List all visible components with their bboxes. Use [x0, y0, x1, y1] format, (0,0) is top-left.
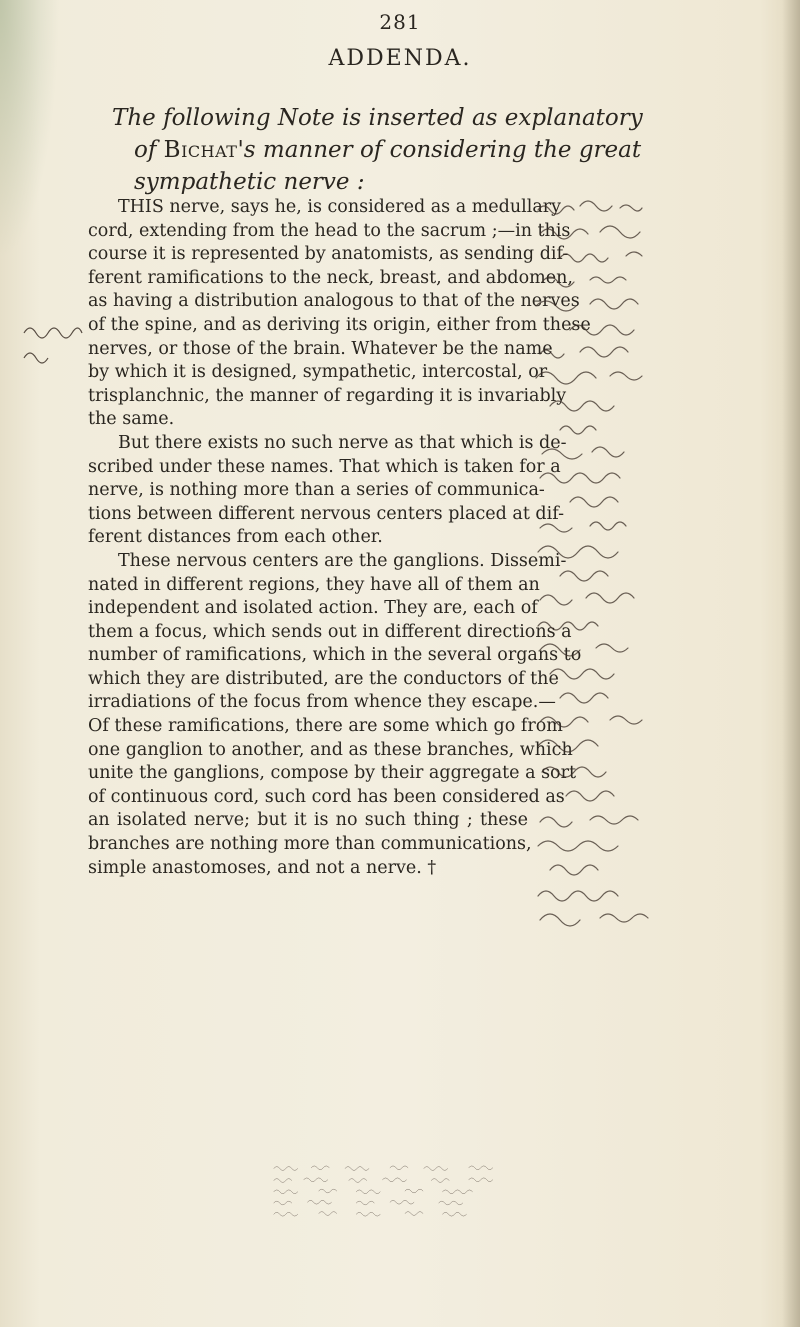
paragraph-3: These nervous centers are the ganglions. Dissemi- nated in different regions, they have all of them an independent and isolated action. They are, each of them a focus, which sends out in different directions a number of ramifications, which in the several organs to which they are distributed, are the conductors of the irradiations of the focus from whence they escape.— Of these ramifications, there are some which go from one ganglion to another, and as these branches, which unite the ganglions, compose by their aggregate a sort of continuous cord, such cord has been considered as an isolated nerve; but it is no such thing ; these branches are nothing more than communications, simple anastomoses, and not a nerve. †: [88, 550, 582, 878]
marginal-handwriting: [530, 196, 680, 956]
paragraph-2: But there exists no such nerve as that which is de- scribed under these names. That which is taken for a nerve, is nothing more than a series of communica- tions between different nervous centers placed at dif- ferent distances from each other.: [88, 432, 567, 548]
page-number: 281: [379, 10, 421, 34]
intro-line-1: The following Note is inserted as explanatory: [112, 105, 643, 131]
margin-note-left-2: [22, 348, 52, 368]
page-edge: [782, 0, 800, 1327]
intro-note: [112, 102, 712, 198]
bottom-handwriting: [40, 1164, 740, 1224]
section-heading: ADDENDA.: [328, 46, 472, 71]
paragraph-1: THIS nerve, says he, is considered as a medullary cord, extending from the head to the sacrum ;—in this course it is represented by anatomists, as sending dif- ferent ramifications to the neck, breast, and abdomen, as having a distribution analogous to that of the nerves of the spine, and as deriving its origin, either from these nerves, or those of the brain. Whatever be the name by which it is designed, sympathetic, intercostal, or trisplanchnic, the manner of regarding it is invariably the same.: [88, 197, 591, 430]
stain: [0, 0, 60, 260]
intro-line-3: sympathetic nerve :: [134, 169, 365, 195]
intro-line-2: of Bichat's manner of considering the great: [134, 137, 642, 163]
body-text: [88, 196, 591, 880]
margin-note-left-1: [22, 323, 86, 343]
